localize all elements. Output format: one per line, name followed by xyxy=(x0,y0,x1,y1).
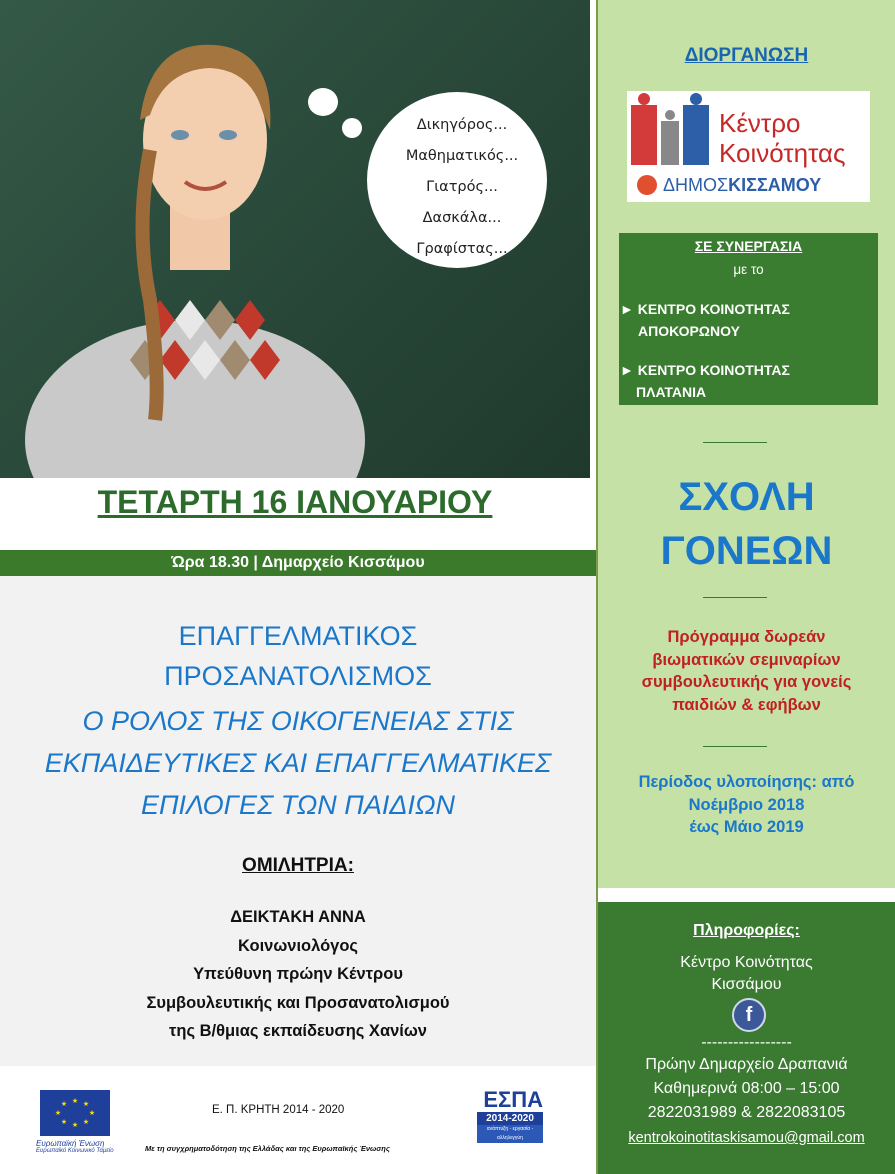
logo-dimos: ΔΗΜΟΣ xyxy=(663,175,729,195)
program-line: βιωματικών σεμιναρίων xyxy=(652,650,841,669)
speaker-details xyxy=(0,903,596,1046)
implementation-period xyxy=(598,771,895,839)
svg-text:★: ★ xyxy=(60,1119,68,1126)
school-title-line: ΣΧΟΛΗ xyxy=(678,475,815,519)
thought-dot-small xyxy=(342,118,362,138)
school-title-line: ΓΟΝΕΩΝ xyxy=(660,529,833,573)
topic-title xyxy=(0,616,596,696)
operational-program: Ε. Π. ΚΡΗΤΗ 2014 - 2020 xyxy=(212,1104,345,1116)
espa-years: 2014-2020 xyxy=(477,1112,543,1125)
cooperation-item-line: ΠΛΑΤΑΝΙΑ xyxy=(636,384,707,400)
left-eye xyxy=(171,130,189,140)
cooperation-item-line: ► ΚΕΝΤΡΟ ΚΟΙΝΟΤΗΤΑΣ xyxy=(620,362,790,378)
info-email-link[interactable]: kentrokoinotitaskisamou@gmail.com xyxy=(628,1130,865,1146)
event-time-place: Ώρα 18.30 | Δημαρχείο Κισσάμου xyxy=(0,550,596,576)
svg-text:★: ★ xyxy=(71,1098,79,1105)
divider-line xyxy=(703,442,767,443)
svg-text:★: ★ xyxy=(82,1101,90,1108)
info-phones: 2822031989 & 2822083105 xyxy=(647,1104,846,1121)
espa-tagline: ανάπτυξη - εργασία - αλληλεγγύη xyxy=(477,1125,543,1143)
speaker-name: ΔΕΙΚΤΑΚΗ ΑΝΝΑ xyxy=(230,908,366,926)
bubble-line: Γιατρός... xyxy=(426,179,498,195)
school-title xyxy=(598,470,895,578)
svg-text:★: ★ xyxy=(71,1122,79,1129)
speaker-heading: ΟΜΙΛΗΤΡΙΑ: xyxy=(242,855,354,876)
logo-line-1: Κέντρο xyxy=(719,108,801,138)
cooperation-sub: με το xyxy=(733,262,764,277)
program-line: Πρόγραμμα δωρεάν xyxy=(667,628,826,646)
program-description xyxy=(598,626,895,716)
speaker-line: Συμβουλευτικής και Προσανατολισμού xyxy=(146,993,450,1012)
svg-text:★: ★ xyxy=(82,1119,90,1126)
svg-text:★: ★ xyxy=(60,1101,68,1108)
cofunding-note: Με τη συγχρηματοδότηση της Ελλάδας και της Ευρωπαϊκής Ένωσης xyxy=(145,1144,390,1153)
right-eye xyxy=(219,130,237,140)
bubble-line: Δασκάλα... xyxy=(422,210,502,226)
divider-line xyxy=(703,746,767,747)
speaker-line: της Β/θμιας εκπαίδευσης Χανίων xyxy=(169,1022,427,1040)
divider-line xyxy=(703,597,767,598)
info-heading: Πληροφορίες: xyxy=(693,922,800,939)
topic-title-line: ΠΡΟΣΑΝΑΤΟΛΙΣΜΟΣ xyxy=(164,661,432,691)
organizer-heading: ΔΙΟΡΓΑΝΩΣΗ xyxy=(684,45,809,66)
eu-flag-icon xyxy=(40,1090,110,1136)
bubble-line: Μαθηματικός... xyxy=(405,148,519,164)
info-separator: ----------------- xyxy=(701,1034,792,1051)
bubble-line: Γραφίστας... xyxy=(416,241,508,257)
logo-municipality xyxy=(663,175,821,195)
program-line: παιδιών & εφήβων xyxy=(672,695,821,714)
sweater xyxy=(25,320,365,478)
info-center: Κισσάμου xyxy=(711,976,782,993)
cooperation-item xyxy=(620,298,878,342)
period-line: Νοέμβριο 2018 xyxy=(688,795,805,814)
cooperation-item-line: ► ΚΕΝΤΡΟ ΚΟΙΝΟΤΗΤΑΣ xyxy=(620,301,790,317)
espa-logo xyxy=(455,1088,543,1140)
topic-subtitle-line: ΕΠΙΛΟΓΕΣ ΤΩΝ ΠΑΙΔΙΩΝ xyxy=(140,790,456,820)
info-address: Πρώην Δημαρχείο Δραπανιά xyxy=(645,1056,848,1073)
svg-text:★: ★ xyxy=(54,1110,62,1117)
thought-bubble-text xyxy=(392,110,532,265)
logo-kissamou: ΚΙΣΣΑΜΟΥ xyxy=(728,175,822,195)
topic-title-line: ΕΠΑΓΓΕΛΜΑΤΙΚΟΣ xyxy=(178,621,418,651)
period-line: Περίοδος υλοποίησης: από xyxy=(638,773,855,791)
cooperation-item xyxy=(620,359,878,403)
eu-fund: Ευρωπαϊκό Κοινωνικό Ταμείο xyxy=(36,1148,114,1154)
thought-dot-large xyxy=(308,88,338,116)
cooperation-item-line: ΑΠΟΚΟΡΩΝΟΥ xyxy=(638,323,740,339)
community-center-logo xyxy=(627,91,870,202)
event-date: ΤΕΤΑΡΤΗ 16 ΙΑΝΟΥΑΡΙΟΥ xyxy=(97,484,493,520)
bubble-line: Δικηγόρος... xyxy=(416,117,508,133)
info-center: Κέντρο Κοινότητας xyxy=(680,954,813,971)
speaker-line: Κοινωνιολόγος xyxy=(237,936,359,955)
svg-text:★: ★ xyxy=(88,1110,96,1117)
eu-name: Ευρωπαϊκή Ένωση xyxy=(36,1139,105,1148)
period-line: έως Μάιο 2019 xyxy=(689,818,804,836)
speaker-line: Υπεύθυνη πρώην Κέντρου xyxy=(193,965,403,983)
info-hours: Καθημερινά 08:00 – 15:00 xyxy=(653,1080,840,1097)
espa-title: ΕΣΠΑ xyxy=(483,1087,543,1112)
topic-subtitle xyxy=(0,700,596,826)
facebook-icon[interactable]: f xyxy=(732,998,766,1032)
topic-subtitle-line: Ο ΡΟΛΟΣ ΤΗΣ ΟΙΚΟΓΕΝΕΙΑΣ ΣΤΙΣ xyxy=(82,706,514,736)
topic-subtitle-line: ΕΚΠΑΙΔΕΥΤΙΚΕΣ ΚΑΙ ΕΠΑΓΓΕΛΜΑΤΙΚΕΣ xyxy=(44,748,552,778)
cooperation-heading: ΣΕ ΣΥΝΕΡΓΑΣΙΑ xyxy=(694,238,803,254)
eu-label xyxy=(36,1139,136,1154)
program-line: συμβουλευτικής για γονείς xyxy=(641,673,852,691)
logo-line-2: Κοινότητας xyxy=(719,138,846,168)
